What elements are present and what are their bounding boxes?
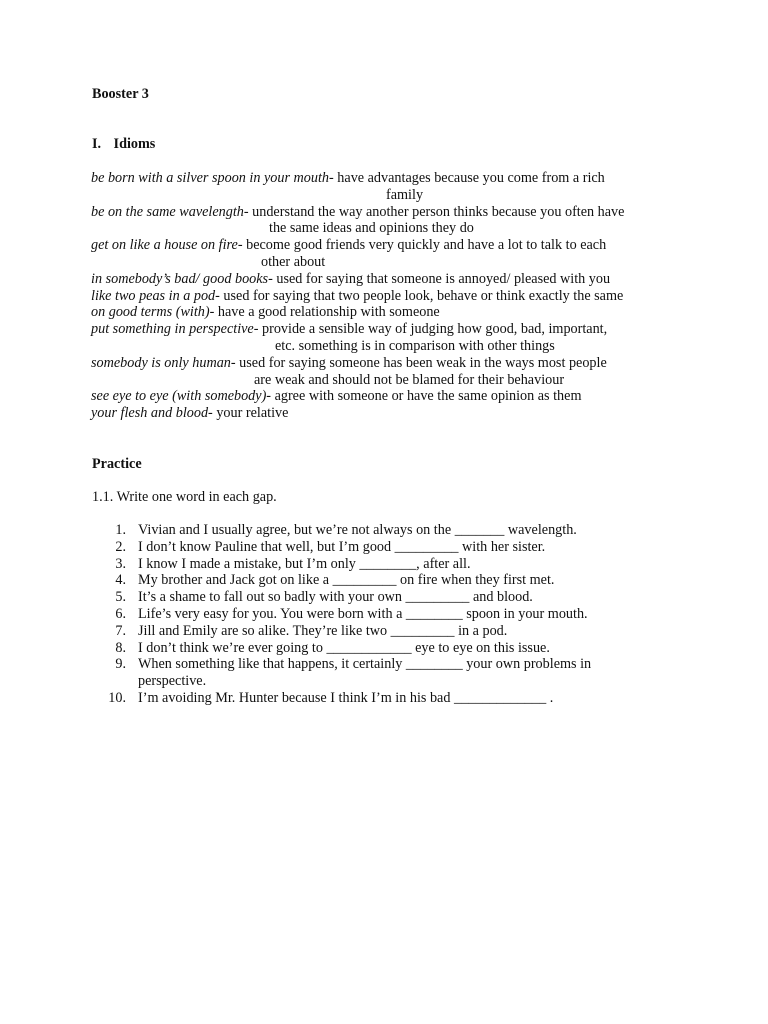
practice-instruction: 1.1. Write one word in each gap. <box>92 489 277 505</box>
idiom-definition: - agree with someone or have the same opinion as them <box>266 388 582 405</box>
idiom-list <box>91 170 691 422</box>
section-number: I. <box>92 136 102 152</box>
idiom-entry <box>91 204 691 238</box>
exercise-item <box>92 690 652 707</box>
idiom-term: be on the same wavelength <box>91 203 244 220</box>
exercise-number: 5. <box>115 589 126 606</box>
idiom-term: your flesh and blood <box>91 405 209 422</box>
exercise-item <box>92 539 652 556</box>
exercise-number: 9. <box>115 656 126 673</box>
idiom-term: put something in perspective <box>91 321 254 338</box>
exercise-number: 8. <box>115 639 126 656</box>
exercise-number: 2. <box>115 538 126 555</box>
exercise-text: I know I made a mistake, but I’m only ________, after all. <box>138 555 471 572</box>
idiom-term: on good terms (with) <box>91 304 210 321</box>
section-heading <box>92 136 155 153</box>
idiom-definition: - provide a sensible way of judging how good, bad, important, <box>253 321 608 338</box>
exercise-item <box>92 656 652 690</box>
idiom-definition-continued: etc. something is in comparison with other things <box>275 337 555 354</box>
practice-title: Practice <box>92 456 142 472</box>
idiom-definition-continued: the same ideas and opinions they do <box>269 220 474 237</box>
idiom-definition: - your relative <box>208 405 289 422</box>
exercise-number: 1. <box>115 522 126 538</box>
idiom-term: like two peas in a pod <box>91 287 216 304</box>
exercise-item <box>92 522 652 539</box>
exercise-number: 7. <box>115 622 126 639</box>
exercise-text: Life’s very easy for you. You were born with a ________ spoon in your mouth. <box>138 605 588 622</box>
idiom-entry <box>91 355 691 389</box>
exercise-item <box>92 640 652 657</box>
idiom-entry <box>91 405 691 422</box>
exercise-text: I’m avoiding Mr. Hunter because I think I’m in his bad _____________ . <box>138 689 554 706</box>
exercise-item <box>92 606 652 623</box>
document-title: Booster 3 <box>92 86 149 102</box>
exercise-text: My brother and Jack got on like a _________ on fire when they first met. <box>138 572 555 589</box>
idiom-definition-continued: are weak and should not be blamed for their behaviour <box>254 371 565 388</box>
exercise-number: 6. <box>115 605 126 622</box>
idiom-definition: - used for saying that someone is annoyed/ pleased with you <box>268 270 611 287</box>
idiom-definition-continued: family <box>386 186 424 203</box>
exercise-item <box>92 572 652 589</box>
idiom-term: be born with a silver spoon in your mouth <box>91 170 330 186</box>
exercise-item <box>92 589 652 606</box>
idiom-definition: - used for saying someone has been weak in the ways most people <box>230 354 607 371</box>
idiom-definition: - understand the way another person thinks because you often have <box>243 203 625 220</box>
exercise-text: Vivian and I usually agree, but we’re not always on the _______ wavelength. <box>138 522 577 538</box>
idiom-definition-continued: other about <box>261 253 326 270</box>
exercise-number: 3. <box>115 555 126 572</box>
section-title: Idioms <box>113 136 156 152</box>
exercise-list <box>92 522 652 707</box>
idiom-definition: - have a good relationship with someone <box>209 304 440 321</box>
idiom-definition: - become good friends very quickly and have a lot to talk to each <box>237 237 607 254</box>
idiom-definition: - have advantages because you come from a rich <box>329 170 605 186</box>
exercise-text: Jill and Emily are so alike. They’re like two _________ in a pod. <box>138 622 508 639</box>
idiom-term: get on like a house on fire <box>91 237 238 254</box>
idiom-entry <box>91 271 691 288</box>
exercise-text: I don’t think we’re ever going to ____________ eye to eye on this issue. <box>138 639 550 656</box>
exercise-item <box>92 623 652 640</box>
idiom-term: see eye to eye (with somebody) <box>91 388 267 405</box>
idiom-entry <box>91 388 691 405</box>
idiom-entry <box>91 237 691 271</box>
exercise-number: 10. <box>108 689 126 706</box>
exercise-text: I don’t know Pauline that well, but I’m good _________ with her sister. <box>138 538 546 555</box>
idiom-entry <box>91 304 691 321</box>
idiom-term: in somebody’s bad/ good books <box>91 270 269 287</box>
idiom-entry <box>91 321 691 355</box>
idiom-term: somebody is only human <box>91 354 231 371</box>
exercise-text: When something like that happens, it certainly ________ your own problems in perspective. <box>138 656 592 690</box>
idiom-entry <box>91 170 691 204</box>
exercise-text: It’s a shame to fall out so badly with your own _________ and blood. <box>138 589 533 606</box>
idiom-definition: - used for saying that two people look, behave or think exactly the same <box>215 287 624 304</box>
exercise-item <box>92 556 652 573</box>
idiom-entry <box>91 288 691 305</box>
exercise-number: 4. <box>115 572 126 589</box>
